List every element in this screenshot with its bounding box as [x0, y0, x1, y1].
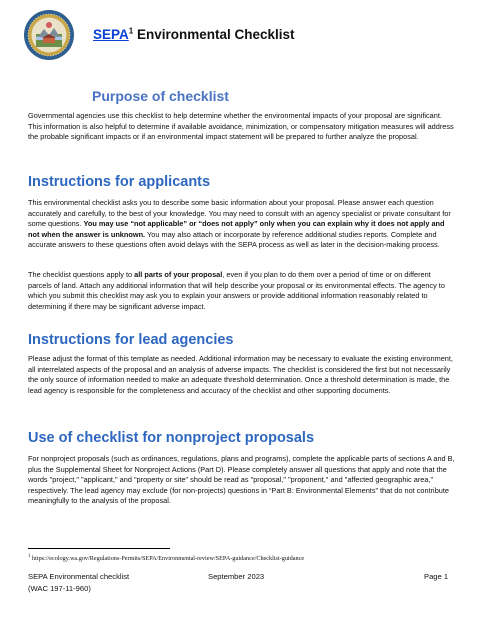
applicants-paragraph-1 — [28, 198, 455, 251]
purpose-paragraph: Governmental agencies use this checklist to help determine whether the environmental impacts of your proposal are significant. This information is also helpful to determine if available avoidance, minimization, or compensatory mitigation measures will address the probable significant impacts or if an environmental impact statement will be prepared to further analyze the proposal. — [28, 111, 454, 142]
heading-nonproject-proposals: Use of checklist for nonproject proposals — [28, 430, 315, 446]
applicants-p1-text-a: This environmental checklist asks you to describe some basic information about your proposal. Please answer each question accurately and carefully, to the best of your knowledge. You may need to consult with an agency specialist or private consultant for some questions. — [28, 198, 451, 229]
sepa-link[interactable]: SEPA — [93, 27, 129, 42]
footer-date: September 2023 — [208, 572, 265, 581]
footnote — [28, 555, 304, 562]
state-seal-logo — [23, 9, 75, 61]
applicants-paragraph-2 — [28, 270, 455, 312]
lead-agencies-paragraph: Please adjust the format of this template as needed. Additional information may be necessary to evaluate the existing environment, all interrelated aspects of the proposal and an analysis of adverse impacts. The checklist is considered the first but not necessarily the only source of information needed to make an adequate threshold determination. Once a threshold determination is made, the lead agency is responsible for the completeness and accuracy of the checklist and other supporting documents. — [28, 354, 453, 395]
footnote-ref[interactable]: 1 — [128, 26, 134, 36]
document-title — [93, 27, 295, 42]
title-text: Environmental Checklist — [133, 27, 295, 42]
heading-instructions-applicants: Instructions for applicants — [28, 174, 211, 190]
applicants-p1-text-b: You may also attach or incorporate by reference additional studies reports. Complete and accurate answers to these questions often avoid delays with the SEPA process as well as later in the decision-making process. — [28, 229, 440, 250]
nonproject-paragraph: For nonproject proposals (such as ordinances, regulations, plans and programs), complete the applicable parts of sections A and B, plus the Supplemental Sheet for Nonproject Actions (Part D). Please completely answer all questions that apply and note that the words "project," "applicant," and "property or site" should be read as "proposal," "proponent," and "affected geographic area," respectively. The lead agency may exclude (for non-projects) questions in “Part B: Environmental Elements” that do not contribute meaningfully to the analysis of the proposal. — [28, 454, 455, 506]
applicants-p1-bold: You may use “not applicable” or “does not apply” only when you can explain why it does not apply and not when the answer is unknown. — [28, 219, 445, 239]
applicants-p2-text-a: The checklist questions apply to — [28, 270, 135, 279]
heading-purpose: Purpose of checklist — [92, 88, 229, 104]
footer-doc-title: SEPA Environmental checklist — [28, 572, 130, 581]
footer-wac-ref: (WAC 197-11-960) — [28, 584, 91, 593]
footer-page-number: Page 1 — [424, 572, 449, 581]
footnote-mark: 1 — [28, 553, 31, 559]
applicants-p2-text-b: , even if you plan to do them over a period of time or on different parcels of land. Attach any additional information that will help describe your proposal or its environmental effects. The agency to which you submit this checklist may ask you to explain your answers or provide additional information reasonably related to determining if there may be significant adverse impact. — [28, 270, 445, 311]
heading-instructions-lead-agencies: Instructions for lead agencies — [28, 332, 234, 348]
footnote-url[interactable]: https://ecology.wa.gov/Regulations-Permits/SEPA/Environmental-review/SEPA-guidance/Checklist-guidance — [30, 555, 305, 562]
footnote-divider — [28, 548, 170, 549]
applicants-p2-bold: all parts of your proposal — [134, 270, 223, 279]
